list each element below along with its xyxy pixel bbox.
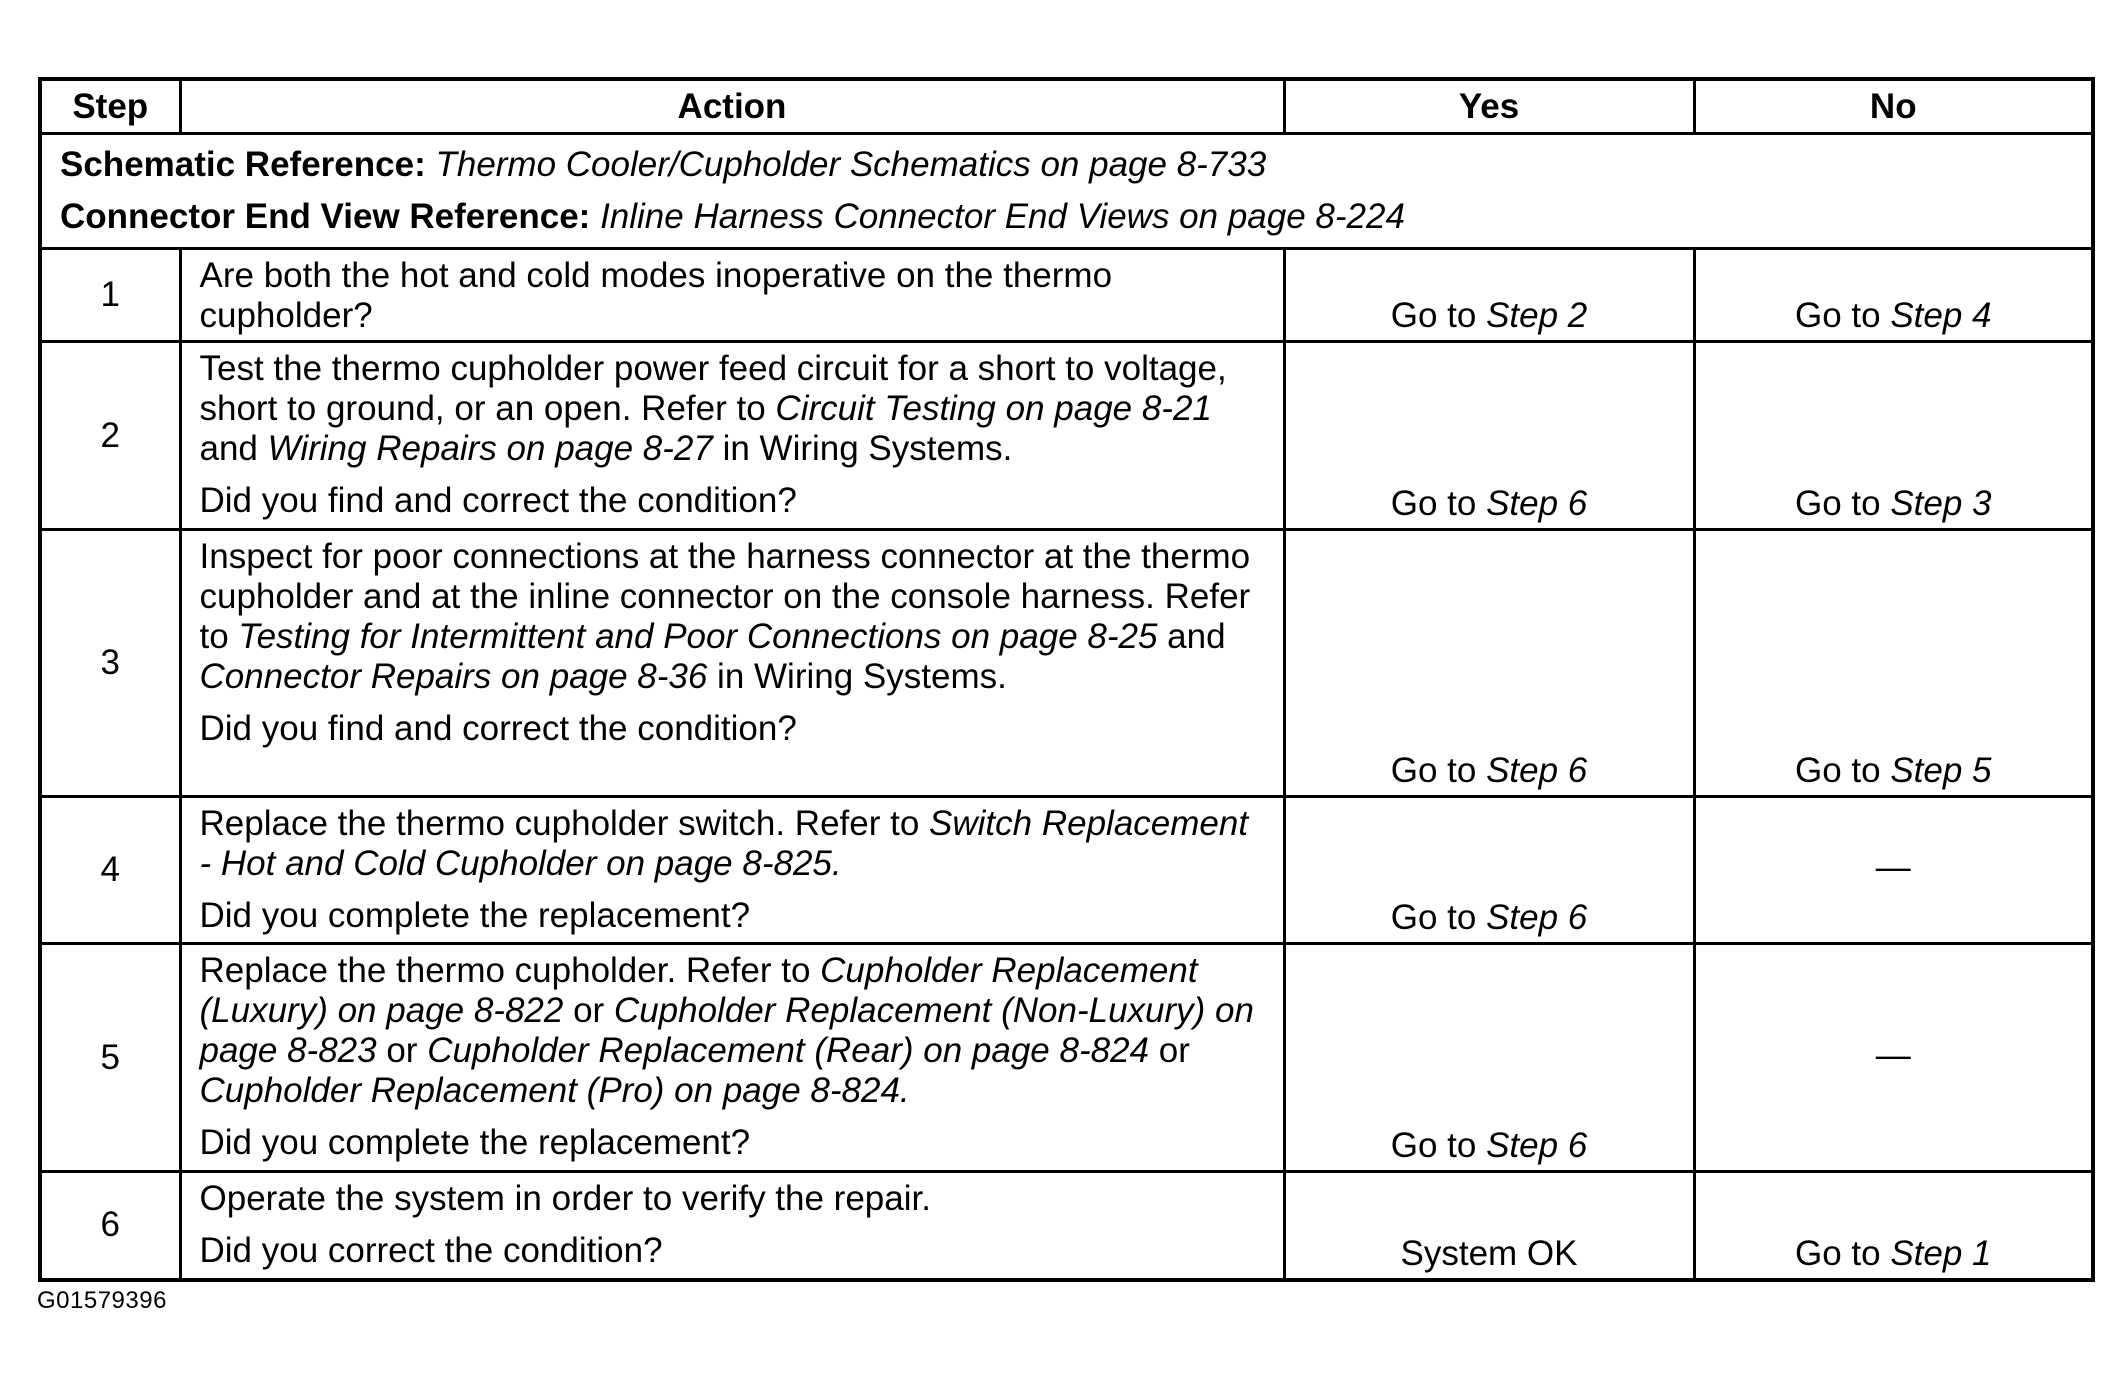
yes-cell bbox=[1284, 342, 1694, 530]
yes-cell bbox=[1284, 797, 1694, 944]
table-row bbox=[40, 944, 2093, 1172]
table-row bbox=[40, 249, 2093, 342]
no-step-ref: Step 1 bbox=[1890, 1233, 1992, 1273]
step-number: 1 bbox=[40, 249, 180, 342]
no-cell bbox=[1694, 342, 2093, 530]
action-text-part: and bbox=[1157, 617, 1226, 656]
reference-switch-replacement: Switch Replacement - Hot and Cold Cupholder on page 8-825. bbox=[199, 804, 1249, 883]
schematic-reference-text: Thermo Cooler/Cupholder Schematics on page 8-733 bbox=[435, 145, 1267, 184]
header-row bbox=[40, 79, 2093, 134]
step-number: 3 bbox=[40, 530, 180, 797]
action-question: Did you correct the condition? bbox=[199, 1231, 663, 1270]
table-row bbox=[40, 1172, 2093, 1280]
no-cell bbox=[1694, 249, 2093, 342]
figure-id: G01579396 bbox=[37, 1287, 167, 1314]
no-cell: — bbox=[1694, 797, 2093, 944]
yes-step-ref: Step 6 bbox=[1486, 898, 1588, 937]
yes-cell bbox=[1284, 944, 1694, 1172]
connector-reference-text: Inline Harness Connector End Views on page 8-224 bbox=[600, 197, 1405, 236]
yes-prefix: Go to bbox=[1390, 1126, 1487, 1165]
yes-prefix: Go to bbox=[1390, 898, 1487, 937]
action-text-part: in Wiring Systems. bbox=[712, 429, 1013, 468]
table-row bbox=[40, 530, 2093, 797]
action-text bbox=[200, 537, 1269, 697]
action-text bbox=[200, 804, 1269, 884]
yes-step-ref: Step 6 bbox=[1486, 751, 1588, 790]
yes-step-ref: Step 6 bbox=[1486, 1126, 1588, 1165]
action-text-part: in Wiring Systems. bbox=[707, 657, 1007, 696]
yes-cell bbox=[1284, 530, 1694, 797]
no-cell: — bbox=[1694, 944, 2093, 1172]
table-row bbox=[40, 797, 2093, 944]
yes-prefix: Go to bbox=[1390, 296, 1487, 335]
action-cell bbox=[180, 249, 1284, 342]
action-text-part: Replace the thermo cupholder. Refer to bbox=[199, 951, 821, 990]
yes-step-ref: Step 6 bbox=[1486, 484, 1588, 523]
schematic-reference-label: Schematic Reference: bbox=[60, 145, 426, 184]
reference-cupholder-non-luxury: Cupholder Replacement (Non-Luxury) on page 8-823 bbox=[199, 991, 1254, 1070]
no-prefix: Go to bbox=[1794, 1233, 1891, 1273]
no-prefix: Go to bbox=[1794, 296, 1891, 335]
header-step: Step bbox=[40, 79, 180, 134]
action-cell bbox=[180, 342, 1284, 530]
reference-cell bbox=[40, 134, 2093, 249]
reference-cupholder-pro: Cupholder Replacement (Pro) on page 8-824. bbox=[199, 1071, 910, 1110]
no-prefix: Go to bbox=[1794, 484, 1891, 523]
step-number: 2 bbox=[40, 342, 180, 530]
action-cell bbox=[180, 944, 1284, 1172]
action-cell bbox=[180, 530, 1284, 797]
action-text-part: or bbox=[563, 991, 614, 1030]
reference-wiring-repairs: Wiring Repairs on page 8-27 bbox=[267, 429, 713, 468]
reference-cupholder-rear: Cupholder Replacement (Rear) on page 8-824 bbox=[427, 1031, 1150, 1070]
yes-prefix: Go to bbox=[1390, 484, 1487, 523]
action-text bbox=[200, 349, 1269, 469]
header-no: No bbox=[1694, 79, 2093, 134]
action-question: Did you find and correct the condition? bbox=[199, 709, 797, 748]
reference-cupholder-luxury: Cupholder Replacement (Luxury) on page 8-822 bbox=[199, 951, 1198, 1030]
no-cell bbox=[1694, 1172, 2093, 1280]
step-number: 4 bbox=[40, 797, 180, 944]
action-cell bbox=[180, 1172, 1284, 1280]
schematic-reference bbox=[60, 139, 2073, 191]
no-step-ref: Step 5 bbox=[1890, 751, 1992, 790]
yes-step-ref: Step 2 bbox=[1486, 296, 1588, 335]
no-step-ref: Step 4 bbox=[1890, 296, 1992, 335]
header-action: Action bbox=[180, 79, 1284, 134]
action-text bbox=[200, 951, 1269, 1111]
yes-prefix: Go to bbox=[1390, 751, 1487, 790]
no-step-ref: Step 3 bbox=[1890, 484, 1992, 523]
action-text: Are both the hot and cold modes inoperative on the thermo cupholder? bbox=[199, 256, 1113, 335]
action-question: Did you complete the replacement? bbox=[199, 1123, 751, 1162]
connector-reference bbox=[60, 191, 2073, 243]
no-prefix: Go to bbox=[1794, 751, 1891, 790]
action-text-part: Test the thermo cupholder power feed circuit for a short to voltage, short to ground, or an open. Refer to bbox=[199, 349, 1227, 428]
no-cell bbox=[1694, 530, 2093, 797]
yes-cell bbox=[1284, 249, 1694, 342]
action-question: Did you complete the replacement? bbox=[199, 896, 751, 935]
connector-reference-label: Connector End View Reference: bbox=[60, 197, 591, 236]
action-text-part: and bbox=[199, 429, 268, 468]
action-cell bbox=[180, 797, 1284, 944]
action-text-part: Inspect for poor connections at the harness connector at the thermo cupholder and at the inline connector on the console harness. Refer to bbox=[199, 537, 1251, 656]
action-question: Did you find and correct the condition? bbox=[199, 481, 797, 520]
reference-circuit-testing: Circuit Testing on page 8-21 bbox=[775, 389, 1212, 428]
step-number: 6 bbox=[40, 1172, 180, 1280]
header-yes: Yes bbox=[1284, 79, 1694, 134]
action-text-part: or bbox=[376, 1031, 428, 1070]
action-text-part: Replace the thermo cupholder switch. Refer to bbox=[199, 804, 930, 843]
action-text-part: or bbox=[1149, 1031, 1190, 1070]
diagnostic-table bbox=[38, 77, 2095, 1282]
table-row bbox=[40, 342, 2093, 530]
reference-connector-repairs: Connector Repairs on page 8-36 bbox=[199, 657, 708, 696]
action-text: Operate the system in order to verify the repair. bbox=[199, 1179, 931, 1218]
step-number: 5 bbox=[40, 944, 180, 1172]
yes-cell: System OK bbox=[1284, 1172, 1694, 1280]
reference-intermittent-connections: Testing for Intermittent and Poor Connections on page 8-25 bbox=[238, 617, 1158, 656]
reference-row bbox=[40, 134, 2093, 249]
